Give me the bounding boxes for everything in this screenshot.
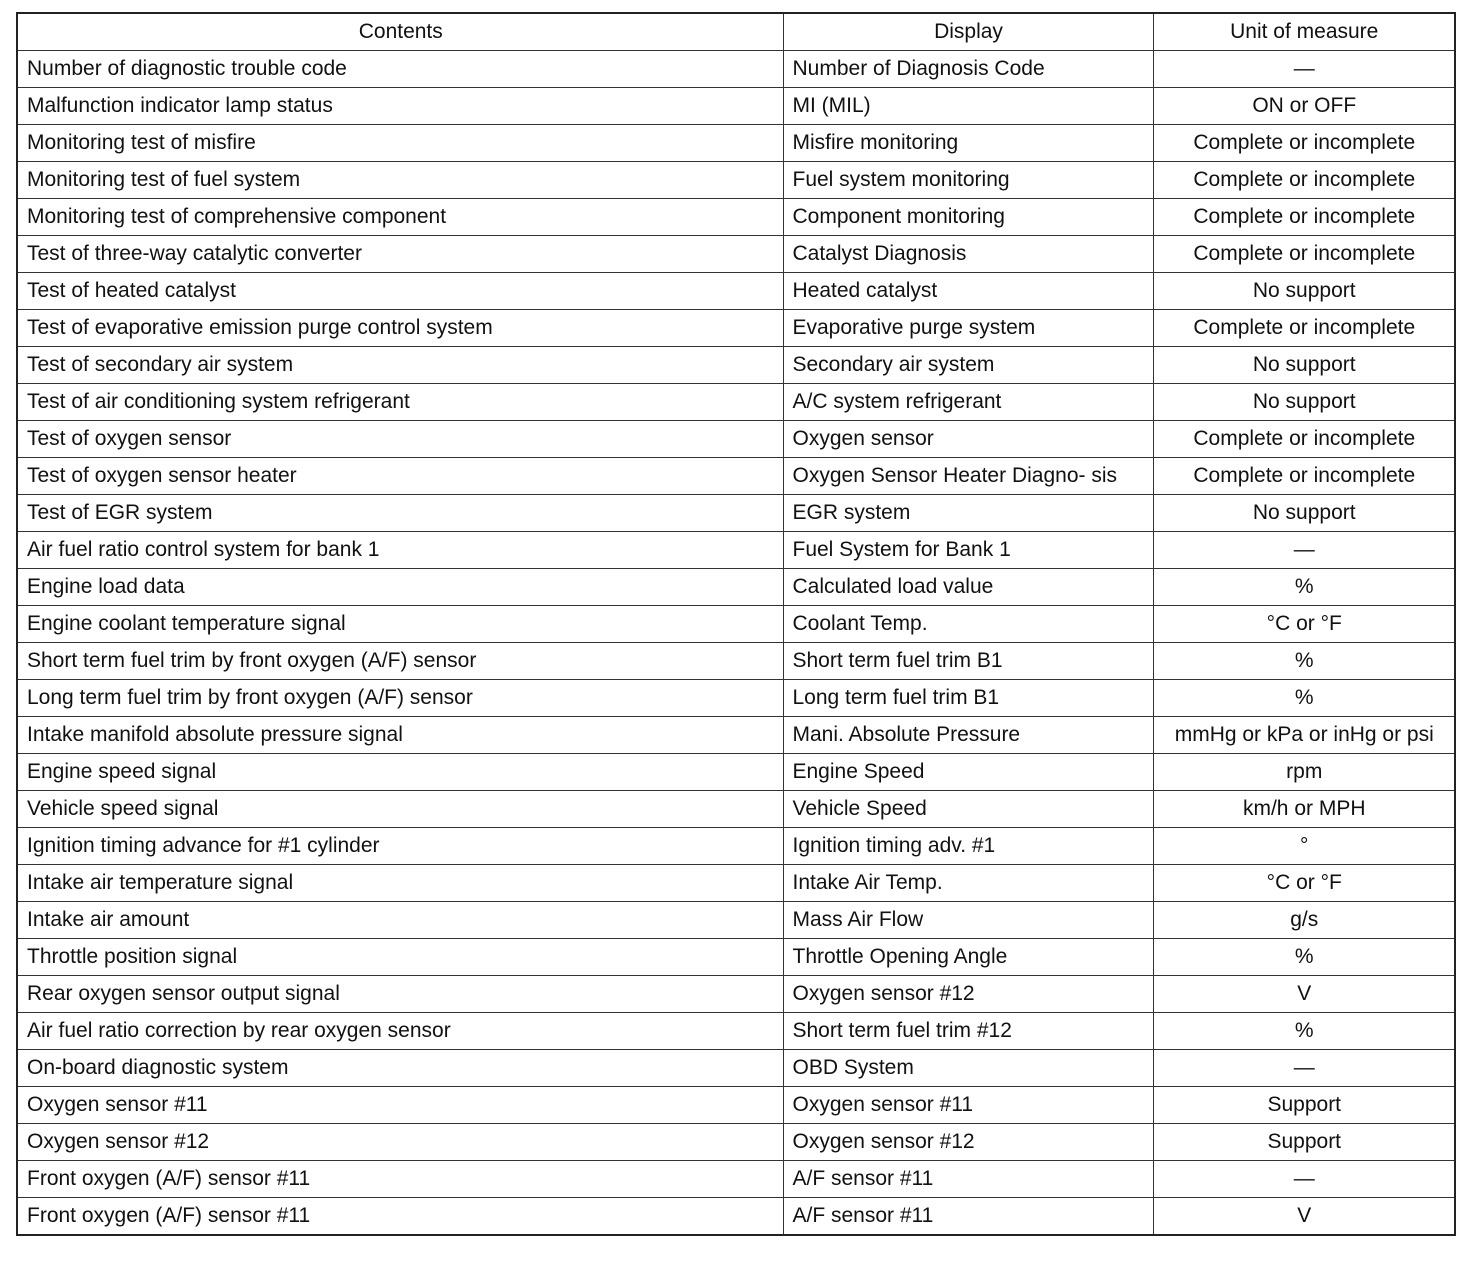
cell-contents: Test of evaporative emission purge control system [17,310,783,347]
header-contents: Contents [17,13,783,51]
cell-display: Oxygen sensor [783,421,1153,458]
cell-unit-of-measure: mmHg or kPa or inHg or psi [1153,717,1455,754]
cell-display: Number of Diagnosis Code [783,51,1153,88]
cell-contents: Test of three-way catalytic converter [17,236,783,273]
cell-unit-of-measure: V [1153,976,1455,1013]
table-row [17,717,1455,754]
cell-unit-of-measure: km/h or MPH [1153,791,1455,828]
cell-display: Mass Air Flow [783,902,1153,939]
cell-unit-of-measure: No support [1153,273,1455,310]
cell-contents: Engine load data [17,569,783,606]
cell-display: Oxygen sensor #12 [783,976,1153,1013]
table-row [17,1013,1455,1050]
cell-display: Heated catalyst [783,273,1153,310]
cell-contents: Intake manifold absolute pressure signal [17,717,783,754]
table-row [17,1087,1455,1124]
table-row [17,865,1455,902]
cell-display: Long term fuel trim B1 [783,680,1153,717]
cell-display: Short term fuel trim #12 [783,1013,1153,1050]
cell-unit-of-measure: % [1153,1013,1455,1050]
table-row [17,828,1455,865]
cell-display: Oxygen Sensor Heater Diagno- sis [783,458,1153,495]
cell-display: Catalyst Diagnosis [783,236,1153,273]
cell-contents: On-board diagnostic system [17,1050,783,1087]
cell-unit-of-measure: g/s [1153,902,1455,939]
cell-contents: Test of oxygen sensor heater [17,458,783,495]
cell-display: Oxygen sensor #12 [783,1124,1153,1161]
cell-contents: Intake air temperature signal [17,865,783,902]
table-row [17,1198,1455,1236]
cell-unit-of-measure: Complete or incomplete [1153,310,1455,347]
cell-contents: Test of air conditioning system refrigerant [17,384,783,421]
table-row [17,902,1455,939]
table-row [17,310,1455,347]
cell-contents: Test of oxygen sensor [17,421,783,458]
cell-unit-of-measure: % [1153,569,1455,606]
cell-unit-of-measure: °C or °F [1153,606,1455,643]
cell-display: Vehicle Speed [783,791,1153,828]
cell-contents: Test of EGR system [17,495,783,532]
table-row [17,569,1455,606]
cell-display: Fuel system monitoring [783,162,1153,199]
header-row [17,13,1455,51]
cell-display: A/F sensor #11 [783,1161,1153,1198]
table-row [17,976,1455,1013]
cell-unit-of-measure: % [1153,680,1455,717]
cell-contents: Rear oxygen sensor output signal [17,976,783,1013]
cell-display: Intake Air Temp. [783,865,1153,902]
cell-contents: Engine speed signal [17,754,783,791]
cell-display: OBD System [783,1050,1153,1087]
cell-contents: Intake air amount [17,902,783,939]
cell-display: Fuel System for Bank 1 [783,532,1153,569]
cell-unit-of-measure: ON or OFF [1153,88,1455,125]
cell-unit-of-measure: Complete or incomplete [1153,458,1455,495]
cell-display: Throttle Opening Angle [783,939,1153,976]
cell-unit-of-measure: No support [1153,495,1455,532]
table-row [17,236,1455,273]
cell-contents: Malfunction indicator lamp status [17,88,783,125]
cell-unit-of-measure: Support [1153,1087,1455,1124]
cell-display: A/C system refrigerant [783,384,1153,421]
cell-display: EGR system [783,495,1153,532]
cell-display: Ignition timing adv. #1 [783,828,1153,865]
table-row [17,495,1455,532]
table-row [17,162,1455,199]
cell-contents: Front oxygen (A/F) sensor #11 [17,1161,783,1198]
cell-contents: Front oxygen (A/F) sensor #11 [17,1198,783,1236]
cell-contents: Engine coolant temperature signal [17,606,783,643]
table-row [17,199,1455,236]
cell-unit-of-measure: No support [1153,384,1455,421]
cell-contents: Throttle position signal [17,939,783,976]
table-row [17,384,1455,421]
table-row [17,754,1455,791]
cell-contents: Monitoring test of comprehensive component [17,199,783,236]
cell-contents: Monitoring test of fuel system [17,162,783,199]
table-row [17,51,1455,88]
cell-display: Short term fuel trim B1 [783,643,1153,680]
cell-display: MI (MIL) [783,88,1153,125]
table-row [17,791,1455,828]
cell-contents: Test of heated catalyst [17,273,783,310]
diagnostic-data-table [16,12,1456,1236]
table-row [17,606,1455,643]
cell-display: Oxygen sensor #11 [783,1087,1153,1124]
cell-contents: Oxygen sensor #11 [17,1087,783,1124]
cell-display: Misfire monitoring [783,125,1153,162]
table-row [17,532,1455,569]
cell-contents: Air fuel ratio control system for bank 1 [17,532,783,569]
cell-unit-of-measure: °C or °F [1153,865,1455,902]
cell-display: Engine Speed [783,754,1153,791]
cell-unit-of-measure: — [1153,1050,1455,1087]
table-row [17,458,1455,495]
cell-unit-of-measure: Support [1153,1124,1455,1161]
cell-contents: Oxygen sensor #12 [17,1124,783,1161]
cell-unit-of-measure: — [1153,51,1455,88]
cell-display: Component monitoring [783,199,1153,236]
cell-contents: Long term fuel trim by front oxygen (A/F) sensor [17,680,783,717]
table-row [17,1050,1455,1087]
cell-contents: Test of secondary air system [17,347,783,384]
table-row [17,421,1455,458]
cell-unit-of-measure: No support [1153,347,1455,384]
cell-contents: Short term fuel trim by front oxygen (A/F) sensor [17,643,783,680]
cell-display: A/F sensor #11 [783,1198,1153,1236]
cell-display: Secondary air system [783,347,1153,384]
cell-display: Mani. Absolute Pressure [783,717,1153,754]
cell-display: Calculated load value [783,569,1153,606]
cell-unit-of-measure: — [1153,532,1455,569]
cell-display: Coolant Temp. [783,606,1153,643]
cell-contents: Ignition timing advance for #1 cylinder [17,828,783,865]
document-page [16,12,1454,1236]
cell-unit-of-measure: ° [1153,828,1455,865]
cell-unit-of-measure: Complete or incomplete [1153,162,1455,199]
table-row [17,939,1455,976]
cell-contents: Number of diagnostic trouble code [17,51,783,88]
table-row [17,1124,1455,1161]
cell-contents: Monitoring test of misfire [17,125,783,162]
table-row [17,680,1455,717]
table-row [17,1161,1455,1198]
cell-unit-of-measure: V [1153,1198,1455,1236]
header-display: Display [783,13,1153,51]
table-row [17,643,1455,680]
table-row [17,125,1455,162]
table-body [17,51,1455,1236]
cell-display: Evaporative purge system [783,310,1153,347]
cell-unit-of-measure: Complete or incomplete [1153,236,1455,273]
cell-unit-of-measure: — [1153,1161,1455,1198]
cell-unit-of-measure: Complete or incomplete [1153,199,1455,236]
cell-unit-of-measure: Complete or incomplete [1153,125,1455,162]
cell-contents: Air fuel ratio correction by rear oxygen sensor [17,1013,783,1050]
table-row [17,88,1455,125]
cell-contents: Vehicle speed signal [17,791,783,828]
cell-unit-of-measure: % [1153,643,1455,680]
cell-unit-of-measure: Complete or incomplete [1153,421,1455,458]
table-row [17,273,1455,310]
header-unit-of-measure: Unit of measure [1153,13,1455,51]
cell-unit-of-measure: % [1153,939,1455,976]
table-row [17,347,1455,384]
cell-unit-of-measure: rpm [1153,754,1455,791]
table-header [17,13,1455,51]
